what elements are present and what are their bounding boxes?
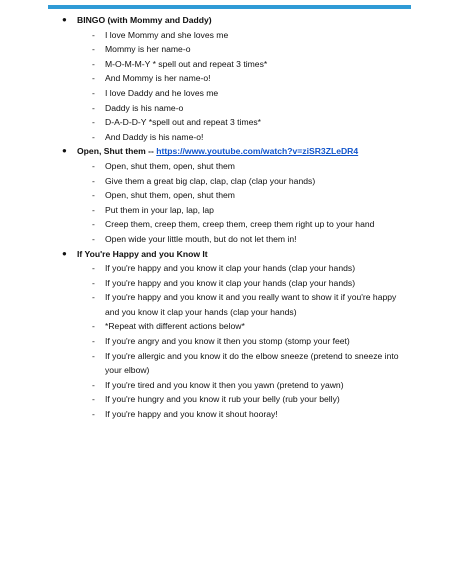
- lyric-line: [0, 378, 460, 393]
- header-accent-bar: [48, 5, 411, 9]
- section-heading: [0, 144, 460, 159]
- lyric-line: [0, 188, 460, 203]
- lyric-text: Put them in your lap, lap, lap: [105, 204, 214, 215]
- dash-marker: -: [92, 73, 95, 84]
- lyric-text: And Daddy is his name-o!: [105, 131, 204, 142]
- lyric-text: Mommy is her name-o: [105, 44, 191, 55]
- lyric-text: I love Mommy and she loves me: [105, 29, 229, 40]
- dash-marker: -: [92, 190, 95, 201]
- document-body: [0, 13, 460, 422]
- lyric-line: [0, 407, 460, 422]
- dash-marker: -: [92, 336, 95, 347]
- section-title: Open, Shut them --: [77, 146, 154, 157]
- lyric-line: [0, 217, 460, 232]
- dash-marker: -: [92, 160, 95, 171]
- song-section: [0, 144, 460, 246]
- lyric-text: If you're happy and you know it and you really want to show it if you're happy and you know it clap your hands (clap your hands): [105, 292, 397, 317]
- section-heading: [0, 247, 460, 262]
- dash-marker: -: [92, 379, 95, 390]
- lyric-line: [0, 203, 460, 218]
- dash-marker: -: [92, 87, 95, 98]
- lyric-text: Open wide your little mouth, but do not let them in!: [105, 233, 297, 244]
- lyric-line: [0, 57, 460, 72]
- lyric-text: Give them a great big clap, clap, clap (clap your hands): [105, 175, 316, 186]
- lyric-line: [0, 115, 460, 130]
- bullet-icon: ●: [62, 146, 67, 156]
- lyric-line: [0, 319, 460, 334]
- dash-marker: -: [92, 29, 95, 40]
- video-link[interactable]: https://www.youtube.com/watch?v=ziSR3ZLeDR4: [156, 146, 359, 157]
- lyric-line: [0, 261, 460, 276]
- lyric-text: Daddy is his name-o: [105, 102, 184, 113]
- lyric-text: Open, shut them, open, shut them: [105, 190, 235, 201]
- dash-marker: -: [92, 350, 95, 361]
- bullet-icon: ●: [62, 15, 67, 24]
- lyric-line: [0, 392, 460, 407]
- dash-marker: -: [92, 219, 95, 230]
- section-heading: [0, 13, 460, 28]
- song-section: [0, 247, 460, 422]
- lyric-line: [0, 159, 460, 174]
- lyric-text: And Mommy is her name-o!: [105, 73, 211, 84]
- dash-marker: -: [92, 117, 95, 128]
- section-title: BINGO (with Mommy and Daddy): [77, 15, 212, 25]
- dash-marker: -: [92, 263, 95, 274]
- dash-marker: -: [92, 102, 95, 113]
- lyric-text: If you're happy and you know it clap your hands (clap your hands): [105, 263, 356, 274]
- dash-marker: -: [92, 44, 95, 55]
- lyric-text: *Repeat with different actions below*: [105, 321, 245, 332]
- song-section: [0, 13, 460, 144]
- lyric-line: [0, 174, 460, 189]
- lyric-line: [0, 42, 460, 57]
- dash-marker: -: [92, 277, 95, 288]
- dash-marker: -: [92, 233, 95, 244]
- lyric-text: I love Daddy and he loves me: [105, 87, 219, 98]
- lyric-line: [0, 28, 460, 43]
- lyric-line: [0, 276, 460, 291]
- lyric-text: M-O-M-M-Y * spell out and repeat 3 times*: [105, 58, 268, 69]
- lyric-line: [0, 130, 460, 145]
- lyric-line: [0, 86, 460, 101]
- lyric-text: If you're happy and you know it shout hooray!: [105, 409, 278, 420]
- lyric-line: [0, 349, 460, 378]
- bullet-icon: ●: [62, 248, 67, 258]
- dash-marker: -: [92, 409, 95, 420]
- lyric-text: If you're tired and you know it then you yawn (pretend to yawn): [105, 379, 344, 390]
- lyric-text: If you're allergic and you know it do the elbow sneeze (pretend to sneeze into your elbow): [105, 350, 399, 376]
- lyric-text: If you're angry and you know it then you stomp (stomp your feet): [105, 336, 350, 347]
- lyric-line: [0, 232, 460, 247]
- lyric-line: [0, 101, 460, 116]
- lyric-text: If you're hungry and you know it rub your belly (rub your belly): [105, 394, 340, 405]
- lyric-text: D-A-D-D-Y *spell out and repeat 3 times*: [105, 117, 262, 128]
- dash-marker: -: [92, 321, 95, 332]
- lyric-text: If you're happy and you know it clap your hands (clap your hands): [105, 277, 356, 288]
- dash-marker: -: [92, 58, 95, 69]
- dash-marker: -: [92, 131, 95, 142]
- lyric-line: [0, 71, 460, 86]
- dash-marker: -: [92, 175, 95, 186]
- section-title: If You're Happy and you Know It: [77, 248, 208, 259]
- dash-marker: -: [92, 204, 95, 215]
- lyric-text: Creep them, creep them, creep them, creep them right up to your hand: [105, 219, 375, 230]
- dash-marker: -: [92, 394, 95, 405]
- lyric-line: [0, 334, 460, 349]
- lyric-line: [0, 290, 460, 319]
- lyric-text: Open, shut them, open, shut them: [105, 160, 235, 171]
- dash-marker: -: [92, 292, 95, 303]
